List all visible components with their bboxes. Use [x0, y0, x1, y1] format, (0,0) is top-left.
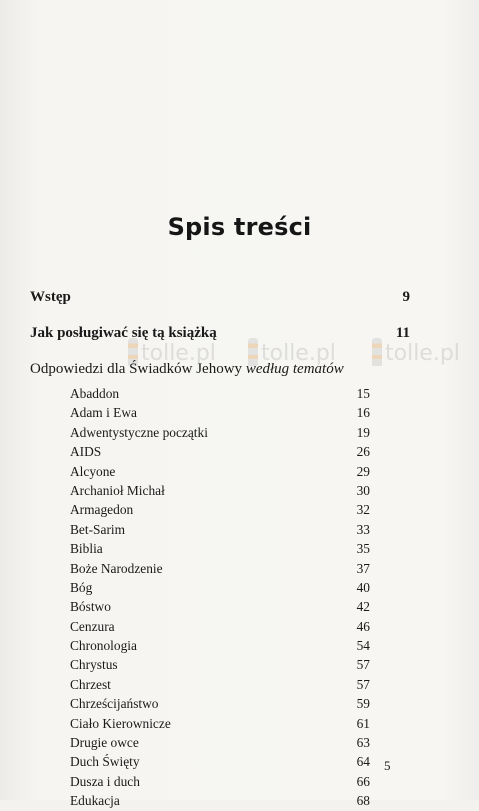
toc-entry [70, 655, 370, 674]
toc-entry-label: Chrzest [70, 676, 111, 692]
toc-entry-page: 30 [356, 482, 370, 498]
toc-entry-page: 32 [356, 502, 370, 518]
toc-entry-list [70, 384, 370, 811]
toc-entry-page: 37 [356, 560, 370, 576]
toc-entry-label: Alcyone [70, 463, 116, 479]
toc-entry-label: Boże Narodzenie [70, 560, 163, 576]
section-label-italic: według tematów [245, 361, 344, 377]
toc-entry-label: Archanioł Michał [70, 482, 165, 498]
section-label: Odpowiedzi dla Świadków Jehowy [30, 361, 243, 377]
toc-entry-label: Bet-Sarim [70, 521, 126, 537]
toc-entry-label: Ciało Kierownicze [70, 715, 171, 731]
toc-entry [70, 636, 370, 655]
toc-entry-label: Biblia [70, 541, 103, 557]
toc-howto-label: Jak posługiwać się tą książką [30, 325, 217, 341]
toc-entry-label: Duch Święty [70, 754, 140, 770]
toc-entry [70, 423, 370, 442]
toc-entry [70, 403, 370, 422]
toc-intro [30, 289, 410, 306]
toc-entry [70, 694, 370, 713]
toc-entry-label: Drugie owce [70, 735, 139, 751]
toc-entry-page: 35 [356, 541, 370, 557]
toc-entry-page: 61 [356, 715, 370, 731]
toc-entry [70, 559, 370, 578]
toc-entry-page: 33 [356, 521, 370, 537]
toc-entry-page: 29 [356, 463, 370, 479]
toc-entry [70, 617, 370, 636]
toc-entry-label: AIDS [70, 444, 102, 460]
toc-entry-label: Armagedon [70, 502, 134, 518]
toc-entry-label: Adwentystyczne początki [70, 424, 208, 440]
watermark: tolle.pl [128, 338, 216, 366]
toc-entry-page: 15 [356, 386, 370, 401]
toc-entry [70, 481, 370, 500]
toc-entry [70, 500, 370, 519]
toc-entry [70, 384, 370, 403]
toc-entry-page: 57 [356, 676, 370, 692]
toc-entry-page: 64 [356, 754, 370, 770]
page-number: 5 [384, 758, 391, 773]
toc-entry-page: 40 [356, 579, 370, 595]
toc-entry-label: Bóg [70, 579, 93, 595]
toc-entry [70, 597, 370, 616]
toc-entry [70, 752, 370, 771]
toc-entry [70, 791, 370, 810]
toc-section-heading [30, 361, 344, 378]
toc-entry-page: 63 [356, 735, 370, 751]
toc-entry-label: Edukacja [70, 793, 120, 809]
toc-howto [30, 325, 410, 342]
toc-entry [70, 772, 370, 791]
toc-entry [70, 462, 370, 481]
toc-entry [70, 714, 370, 733]
toc-entry-label: Cenzura [70, 618, 115, 634]
toc-entry-page: 66 [356, 773, 370, 789]
toc-entry-page: 42 [356, 599, 370, 615]
toc-entry [70, 539, 370, 558]
watermark-logo-icon [372, 338, 382, 366]
toc-entry [70, 578, 370, 597]
toc-entry-page: 68 [356, 793, 370, 809]
toc-entry-page: 59 [356, 696, 370, 712]
toc-entry-page: 26 [356, 444, 370, 460]
toc-entry-label: Abaddon [70, 386, 120, 401]
toc-entry-label: Adam i Ewa [70, 405, 137, 421]
toc-intro-page: 9 [402, 289, 410, 305]
toc-entry [70, 675, 370, 694]
toc-entry-label: Dusza i duch [70, 773, 140, 789]
toc-entry [70, 733, 370, 752]
watermark: tolle.pl [248, 338, 336, 366]
toc-entry-page: 57 [356, 657, 370, 673]
toc-intro-label: Wstęp [30, 289, 71, 305]
toc-entry-page: 16 [356, 405, 370, 421]
watermark: tolle.pl [372, 338, 460, 366]
page-title: Spis treści [167, 213, 312, 242]
toc-entry-label: Chrześcijaństwo [70, 696, 159, 712]
toc-entry-label: Bóstwo [70, 599, 111, 615]
toc-entry-page: 54 [356, 638, 370, 654]
toc-entry-page: 19 [356, 424, 370, 440]
toc-entry-label: Chrystus [70, 657, 118, 673]
toc-howto-page: 11 [395, 325, 410, 341]
toc-entry-label: Chronologia [70, 638, 137, 654]
toc-entry [70, 442, 370, 461]
toc-entry-page: 46 [356, 618, 370, 634]
toc-entry [70, 520, 370, 539]
